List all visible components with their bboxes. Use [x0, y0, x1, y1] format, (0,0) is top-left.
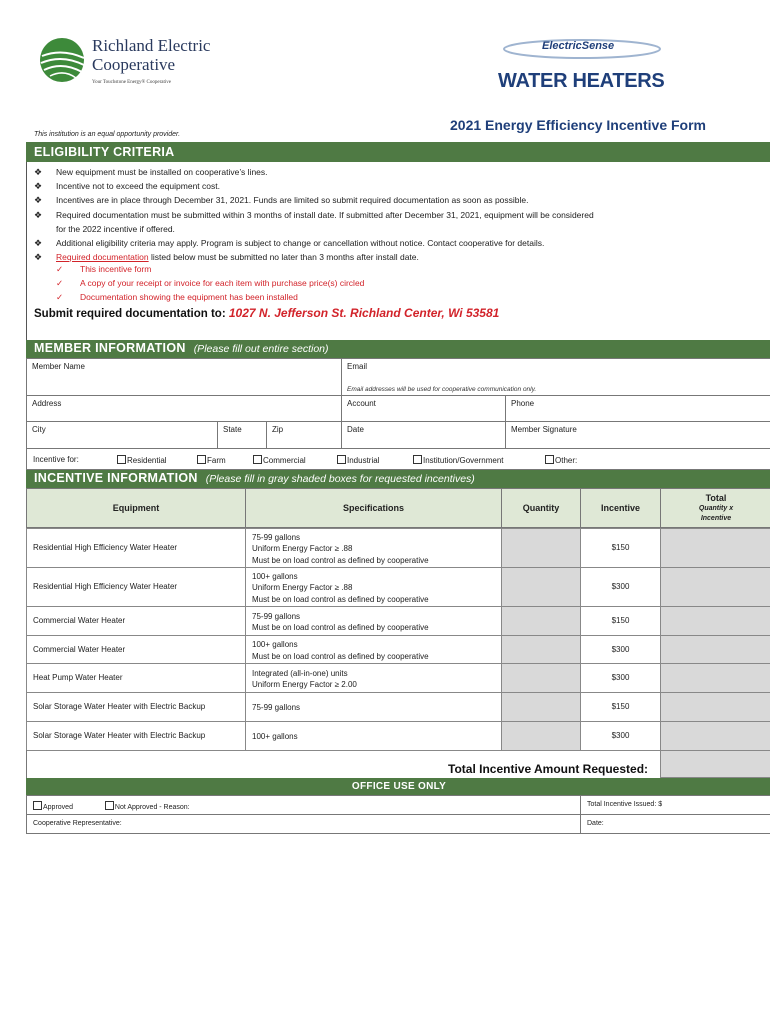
diamond-bullet-icon: ❖ — [34, 167, 43, 177]
diamond-bullet-icon: ❖ — [34, 252, 43, 263]
checkmark-icon: ✓ — [56, 292, 64, 303]
member-info-heading — [26, 340, 770, 358]
column-header-equipment: Equipment — [26, 488, 246, 528]
spec-line: Integrated (all-in-one) units — [252, 668, 348, 678]
field-label: Total Incentive Issued: $ — [587, 801, 663, 808]
spec-lines — [252, 702, 300, 714]
equipment-name: Commercial Water Heater — [33, 616, 126, 625]
account-field[interactable] — [341, 395, 506, 422]
total-incentive-input[interactable] — [660, 750, 770, 778]
spec-line: Uniform Energy Factor ≥ .88 — [252, 583, 353, 593]
row-total-input[interactable] — [660, 692, 770, 722]
page-title: WATER HEATERS — [498, 70, 665, 92]
bullet-text: Incentives are in place through December 31, 2021. Funds are limited so submit required documentation as soon as possible. — [56, 195, 529, 206]
submit-address: 1027 N. Jefferson St. Richland Center, Wi 53581 — [228, 306, 500, 320]
quantity-input[interactable] — [501, 567, 581, 607]
table-row-equipment — [26, 528, 246, 568]
quantity-input[interactable] — [501, 721, 581, 751]
list-item — [34, 208, 754, 222]
quantity-input[interactable] — [501, 692, 581, 722]
quantity-input[interactable] — [501, 635, 581, 664]
incentive-heading-note: (Please fill in gray shaded boxes for requested incentives) — [205, 473, 475, 485]
spec-line: 100+ gallons — [252, 732, 298, 742]
eligibility-heading: ELIGIBILITY CRITERIA — [26, 142, 770, 162]
field-label: City — [32, 425, 46, 434]
column-header-specifications: Specifications — [245, 488, 502, 528]
check-text: A copy of your receipt or invoice for each item with purchase price(s) circled — [80, 278, 365, 289]
quantity-input[interactable] — [501, 528, 581, 568]
state-field[interactable] — [217, 421, 267, 449]
incentive-for-label: Incentive for: — [33, 455, 79, 464]
list-item — [56, 276, 364, 290]
total-header-sub: Quantity x — [698, 505, 734, 512]
bullet-text: Incentive not to exceed the equipment cost. — [56, 181, 220, 192]
field-label: Phone — [511, 399, 535, 408]
diamond-bullet-icon: ❖ — [34, 181, 43, 192]
incentive-amount — [580, 528, 661, 568]
equipment-name: Residential High Efficiency Water Heater — [33, 582, 178, 591]
row-total-input[interactable] — [660, 635, 770, 664]
office-date-field[interactable] — [580, 814, 770, 834]
row-total-input[interactable] — [660, 606, 770, 636]
row-total-input[interactable] — [660, 721, 770, 751]
not-approved-checkbox[interactable] — [105, 804, 190, 811]
field-label: Address — [32, 399, 62, 408]
total-header-sub: Incentive — [700, 515, 732, 522]
bullet-text: Required documentation must be submitted within 3 months of install date. If submitted after December 31, 2021, equipment will be considered — [56, 209, 594, 220]
quantity-input[interactable] — [501, 663, 581, 693]
table-row-equipment — [26, 635, 246, 664]
checkbox-icon — [117, 455, 126, 464]
electricsense-logo — [502, 36, 662, 62]
spec-lines — [252, 731, 298, 743]
equipment-name: Heat Pump Water Heater — [33, 673, 123, 682]
spec-lines — [252, 571, 429, 606]
table-row-specifications — [245, 692, 502, 722]
table-row-specifications — [245, 606, 502, 636]
bullet-text: New equipment must be installed on cooperative’s lines. — [56, 167, 268, 177]
table-row-equipment — [26, 692, 246, 722]
incentive-amount — [580, 567, 661, 607]
row-total-input[interactable] — [660, 567, 770, 607]
table-row-specifications — [245, 721, 502, 751]
equipment-name: Commercial Water Heater — [33, 644, 126, 654]
spec-line: 100+ gallons — [252, 640, 298, 649]
checkbox-icon — [253, 455, 262, 464]
checkmark-icon: ✓ — [56, 264, 64, 274]
incentive-value: $150 — [611, 616, 630, 625]
table-row-equipment — [26, 567, 246, 607]
checkbox-commercial[interactable] — [253, 455, 306, 465]
coop-rep-field[interactable] — [26, 814, 581, 834]
field-label: Member Signature — [511, 425, 577, 434]
checkbox-label: Commercial — [263, 456, 306, 465]
checkbox-label: Other: — [555, 456, 578, 465]
incentive-amount — [580, 635, 661, 664]
spec-line: 75-99 gallons — [252, 703, 301, 713]
spec-line: 100+ gallons — [252, 571, 298, 581]
org-tagline: Your Touchstone Energy® Cooperative — [92, 80, 171, 85]
check-text: Documentation showing the equipment has been installed — [80, 292, 298, 303]
total-header: Total — [705, 493, 727, 503]
checkbox-other[interactable] — [545, 455, 577, 465]
org-name-line2: Cooperative — [92, 55, 176, 74]
incentive-amount — [580, 663, 661, 693]
total-issued-field[interactable] — [580, 795, 770, 815]
bullet-text: Additional eligibility criteria may apply. Program is subject to change or cancellation without notice. Contact cooperative for details. — [56, 238, 545, 249]
checkbox-icon — [105, 801, 114, 810]
spec-line: 75-99 gallons — [252, 611, 301, 621]
approval-row — [26, 795, 581, 815]
city-field[interactable] — [26, 421, 218, 449]
table-row-specifications — [245, 567, 502, 607]
incentive-amount — [580, 692, 661, 722]
incentive-value: $150 — [611, 702, 630, 711]
row-total-input[interactable] — [660, 663, 770, 693]
row-total-input[interactable] — [660, 528, 770, 568]
checkbox-institution-government[interactable] — [413, 455, 503, 465]
field-label: Date — [347, 425, 364, 434]
column-header-total — [660, 488, 770, 528]
program-logo-text: ElectricSense — [542, 40, 615, 52]
spec-line: Must be on load control as defined by cooperative — [252, 555, 429, 565]
total-row — [26, 750, 770, 778]
checkbox-icon — [545, 455, 554, 464]
spec-line: Must be on load control as defined by cooperative — [252, 623, 429, 632]
checkbox-label: Farm — [207, 456, 226, 465]
checkbox-residential[interactable] — [117, 455, 167, 465]
table-row-equipment — [26, 606, 246, 636]
total-incentive-label: Total Incentive Amount Requested: — [448, 762, 649, 776]
incentive-value: $300 — [611, 673, 630, 682]
checkbox-farm[interactable] — [197, 455, 226, 465]
spec-line: 75-99 gallons — [252, 532, 301, 542]
member-heading-note: (Please fill out entire section) — [193, 343, 329, 355]
incentive-value: $150 — [611, 543, 630, 552]
diamond-bullet-icon: ❖ — [34, 209, 43, 220]
checkbox-label: Institution/Government — [423, 456, 504, 465]
checkbox-label: Approved — [43, 804, 73, 811]
submit-instructions — [34, 306, 499, 320]
office-use-heading: OFFICE USE ONLY — [26, 778, 770, 795]
coop-logo — [38, 34, 238, 94]
field-label: Cooperative Representative: — [33, 820, 122, 827]
table-row-equipment — [26, 663, 246, 693]
spec-lines — [252, 532, 429, 567]
bullet-text: listed below must be submitted no later than 3 months after install date. — [148, 252, 419, 263]
incentive-amount — [580, 721, 661, 751]
phone-field[interactable] — [505, 395, 770, 422]
field-label: Date: — [587, 820, 604, 827]
equipment-name: Solar Storage Water Heater with Electric Backup — [33, 731, 206, 740]
checkbox-icon — [413, 455, 422, 464]
equipment-name: Residential High Efficiency Water Heater — [33, 543, 178, 552]
form-title: 2021 Energy Efficiency Incentive Form — [450, 117, 706, 133]
incentive-type-row — [26, 448, 770, 470]
diamond-bullet-icon: ❖ — [34, 238, 43, 249]
list-item — [34, 165, 754, 179]
email-note: Email addresses will be used for cooperative communication only. — [347, 386, 537, 393]
checkbox-label: Not Approved - Reason: — [114, 804, 190, 811]
incentive-info-heading — [26, 470, 770, 488]
spec-line: Must be on load control as defined by cooperative — [252, 594, 429, 604]
spec-line: Uniform Energy Factor ≥ .88 — [252, 544, 353, 554]
checkbox-icon — [197, 455, 206, 464]
list-item-continuation — [34, 222, 754, 236]
globe-logo-icon — [38, 36, 86, 84]
address-field[interactable] — [26, 395, 342, 422]
checkbox-icon — [337, 455, 346, 464]
checkbox-label: Residential — [127, 456, 167, 465]
incentive-amount — [580, 606, 661, 636]
date-field[interactable] — [341, 421, 506, 449]
incentive-value: $300 — [611, 644, 630, 654]
submit-label: Submit required documentation to: — [34, 308, 226, 320]
table-row-specifications — [245, 663, 502, 693]
org-name-line1: Richland Electric — [92, 36, 211, 55]
incentive-heading-text: INCENTIVE INFORMATION — [34, 471, 198, 485]
field-label: Member Name — [32, 362, 85, 371]
incentive-value: $300 — [611, 731, 630, 740]
spec-lines — [252, 668, 357, 691]
eligibility-bullets — [34, 165, 754, 264]
required-documentation-link[interactable]: Required documentation — [56, 252, 149, 263]
zip-field[interactable] — [266, 421, 342, 449]
list-item — [56, 262, 364, 276]
checkbox-industrial[interactable] — [337, 455, 379, 465]
spec-lines — [252, 639, 429, 662]
list-item — [34, 193, 754, 207]
checkmark-icon: ✓ — [56, 278, 64, 289]
field-label: Email — [347, 362, 368, 371]
approved-checkbox[interactable] — [33, 804, 73, 811]
checkbox-label: Industrial — [347, 456, 380, 465]
equal-opportunity-note: This institution is an equal opportunity provider. — [34, 131, 181, 138]
spec-line: Must be on load control as defined by cooperative — [252, 651, 429, 661]
table-row-equipment — [26, 721, 246, 751]
field-label: Zip — [272, 425, 284, 434]
checkbox-icon — [33, 801, 42, 810]
table-row-specifications — [245, 528, 502, 568]
table-row-specifications — [245, 635, 502, 664]
column-header-incentive: Incentive — [580, 488, 661, 528]
list-item — [56, 290, 364, 304]
incentive-value: $300 — [611, 582, 630, 591]
member-name-field[interactable] — [26, 358, 342, 396]
quantity-input[interactable] — [501, 606, 581, 636]
bullet-text: for the 2022 incentive if offered. — [56, 223, 175, 234]
spec-line: Uniform Energy Factor ≥ 2.00 — [252, 680, 357, 689]
equipment-name: Solar Storage Water Heater with Electric Backup — [33, 702, 206, 711]
list-item — [34, 179, 754, 193]
org-name — [92, 36, 210, 74]
spec-lines — [252, 611, 429, 634]
column-header-quantity: Quantity — [501, 488, 581, 528]
member-heading-text: MEMBER INFORMATION — [34, 341, 186, 355]
documentation-checklist — [56, 262, 364, 305]
field-label: State — [223, 425, 242, 434]
field-label: Account — [347, 399, 376, 408]
list-item — [34, 236, 754, 250]
member-signature-field[interactable] — [505, 421, 770, 449]
diamond-bullet-icon: ❖ — [34, 195, 43, 206]
check-text: This incentive form — [80, 264, 152, 274]
